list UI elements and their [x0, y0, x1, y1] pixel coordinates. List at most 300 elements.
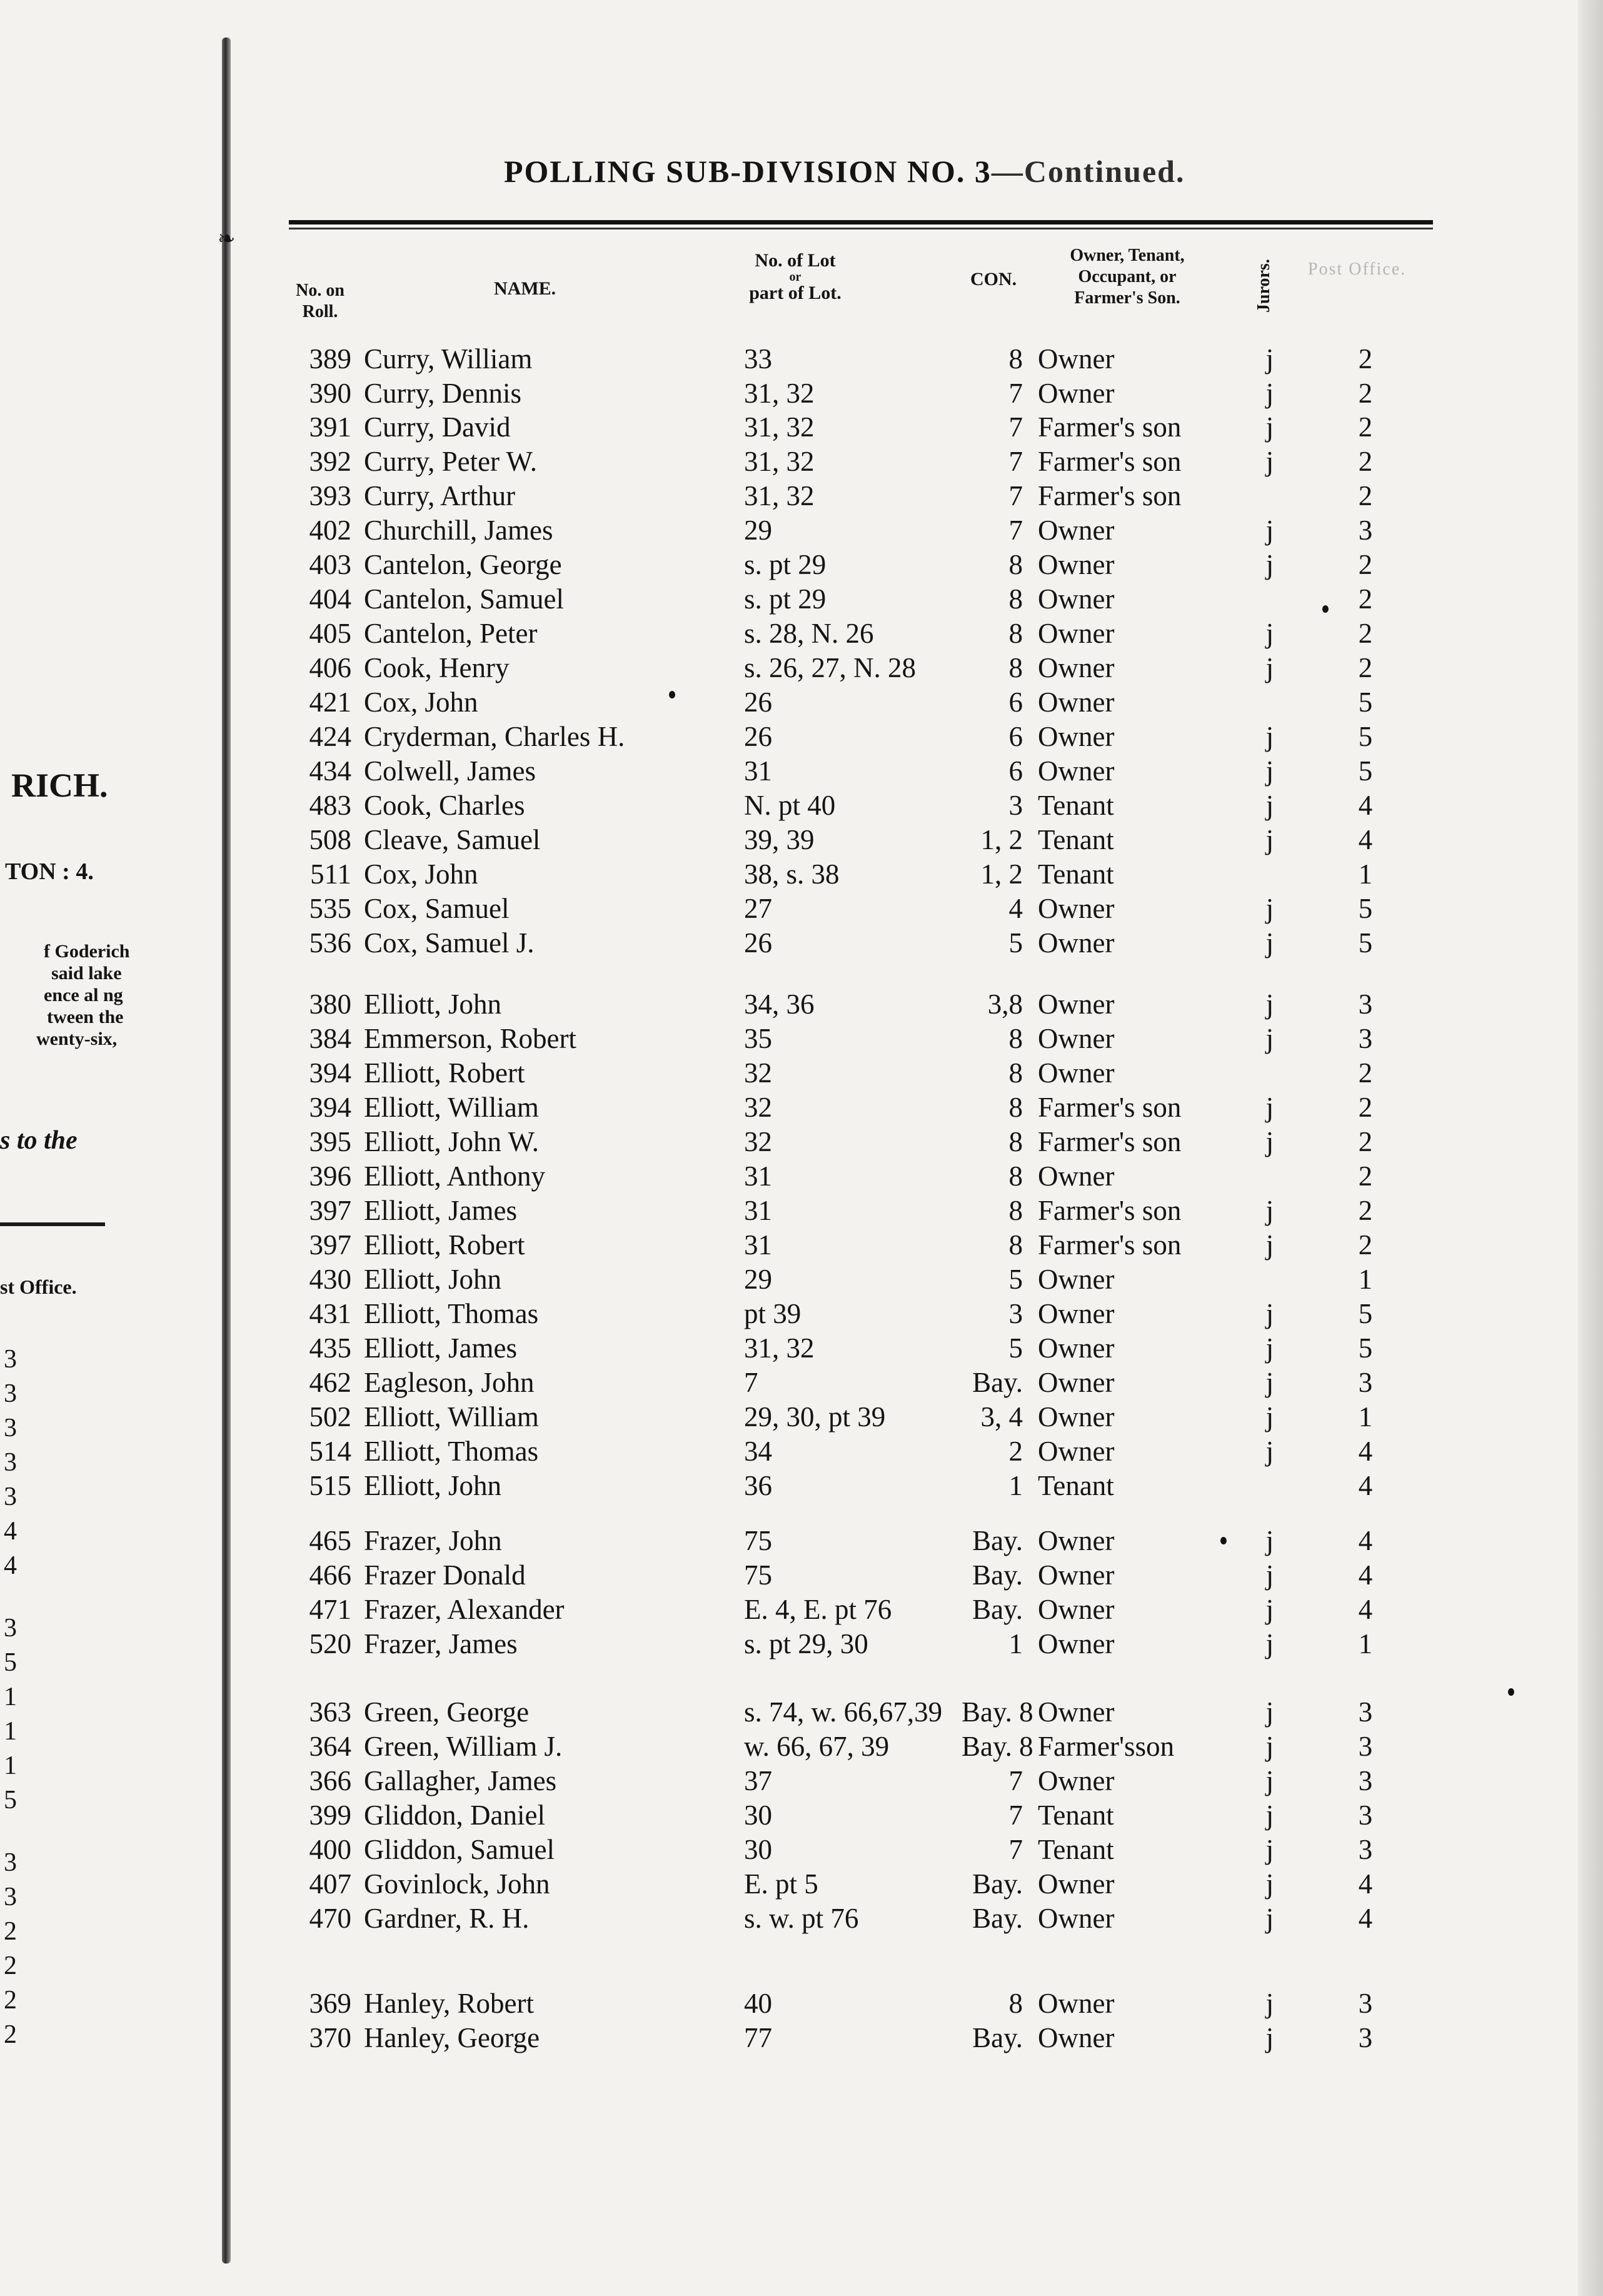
occupancy-status: Owner: [1038, 1696, 1115, 1728]
roll-number: 434: [309, 755, 351, 787]
occupancy-status: Owner: [1038, 1525, 1115, 1556]
lot-number: 33: [744, 343, 772, 375]
concession: 1: [1008, 1628, 1023, 1659]
post-office-number: 4: [1358, 1868, 1373, 1900]
lot-number: 31: [744, 1161, 772, 1192]
ink-speck: [1220, 1537, 1227, 1544]
occupancy-status: Farmer's son: [1038, 1126, 1182, 1157]
title-double-rule: [289, 220, 1433, 229]
occupancy-status: Tenant: [1038, 1470, 1114, 1501]
left-fragment-rich: RICH.: [11, 767, 108, 804]
left-fragment-italic: s to the: [0, 1126, 78, 1155]
lot-number: s. w. pt 76: [744, 1903, 859, 1934]
roll-number: 470: [309, 1903, 351, 1934]
juror-mark: j: [1265, 618, 1274, 649]
occupancy-status: Owner: [1038, 1594, 1115, 1625]
lot-number: 32: [744, 1057, 772, 1089]
left-office-number: 1: [4, 1717, 17, 1746]
left-office-number: 5: [4, 1648, 17, 1677]
voter-name: Elliott, John: [364, 1264, 502, 1295]
roll-number: 395: [309, 1126, 351, 1157]
lot-number: 7: [744, 1367, 758, 1398]
concession: 5: [1008, 1264, 1023, 1295]
post-office-number: 2: [1358, 549, 1373, 580]
lot-number: 31, 32: [744, 378, 815, 409]
juror-mark: j: [1265, 1628, 1274, 1659]
concession: 8: [1008, 1126, 1023, 1157]
voter-name: Green, William J.: [364, 1731, 563, 1762]
roll-number: 424: [309, 721, 351, 752]
lot-number: 32: [744, 1092, 772, 1123]
occupancy-status: Owner: [1038, 1298, 1115, 1329]
voter-name: Cantelon, Peter: [364, 618, 538, 649]
lot-number: 29: [744, 1264, 772, 1295]
juror-mark: j: [1265, 1436, 1274, 1467]
roll-number: 405: [309, 618, 351, 649]
concession: Bay.: [972, 1594, 1023, 1625]
roll-number: 466: [309, 1559, 351, 1591]
concession: 8: [1008, 1023, 1023, 1054]
page-title-main: POLLING SUB-DIVISION NO. 3: [504, 154, 992, 189]
juror-mark: j: [1265, 1731, 1274, 1762]
lot-number: 27: [744, 893, 772, 924]
lot-number: w. 66, 67, 39: [744, 1731, 890, 1762]
concession: 8: [1008, 1229, 1023, 1261]
roll-number: 400: [309, 1834, 351, 1865]
roll-number: 391: [309, 411, 351, 443]
occupancy-status: Owner: [1038, 1367, 1115, 1398]
concession: 8: [1008, 652, 1023, 683]
concession: 3, 4: [980, 1401, 1023, 1432]
post-office-number: 4: [1358, 824, 1373, 855]
juror-mark: j: [1265, 1401, 1274, 1432]
post-office-number: 1: [1358, 858, 1373, 890]
voter-name: Cantelon, George: [364, 549, 562, 580]
occupancy-status: Owner: [1038, 2022, 1115, 2053]
lot-number: pt 39: [744, 1298, 802, 1329]
roll-number: 508: [309, 824, 351, 855]
voter-name: Gliddon, Samuel: [364, 1834, 555, 1865]
concession: Bay. 8: [962, 1731, 1033, 1762]
voter-name: Cox, Samuel J.: [364, 927, 535, 959]
lot-number: s. pt 29, 30: [744, 1628, 868, 1659]
voter-name: Cryderman, Charles H.: [364, 721, 625, 752]
post-office-number: 3: [1358, 1367, 1373, 1398]
voter-name: Elliott, William: [364, 1401, 539, 1432]
juror-mark: j: [1265, 721, 1274, 752]
left-office-number: 5: [4, 1786, 17, 1815]
post-office-number: 1: [1358, 1628, 1373, 1659]
concession: Bay.: [972, 1903, 1023, 1934]
ink-speck: [1508, 1688, 1514, 1696]
lot-number: 77: [744, 2022, 772, 2053]
occupancy-status: Owner: [1038, 687, 1115, 718]
post-office-number: 2: [1358, 583, 1373, 615]
post-office-number: 2: [1358, 1092, 1373, 1123]
concession: 8: [1008, 1092, 1023, 1123]
juror-mark: j: [1265, 1525, 1274, 1556]
concession: Bay. 8: [962, 1696, 1033, 1728]
left-office-number: 3: [4, 1414, 17, 1443]
concession: 7: [1008, 1765, 1023, 1796]
juror-mark: j: [1265, 515, 1274, 546]
roll-number: 435: [309, 1332, 351, 1364]
juror-mark: j: [1265, 1988, 1274, 2019]
header-lot-line3: part of Lot.: [749, 283, 842, 303]
post-office-number: 2: [1358, 1161, 1373, 1192]
juror-mark: j: [1265, 1023, 1274, 1054]
juror-mark: j: [1265, 927, 1274, 959]
lot-number: E. 4, E. pt 76: [744, 1594, 892, 1625]
voter-name: Elliott, James: [364, 1332, 517, 1364]
post-office-number: 5: [1358, 893, 1373, 924]
occupancy-status: Farmer's son: [1038, 446, 1182, 477]
left-office-number: 1: [4, 1751, 17, 1780]
post-office-number: 3: [1358, 1023, 1373, 1054]
roll-number: 536: [309, 927, 351, 959]
concession: 4: [1008, 893, 1023, 924]
juror-mark: j: [1265, 1696, 1274, 1728]
left-fragment-ton: TON : 4.: [5, 858, 94, 885]
roll-number: 404: [309, 583, 351, 615]
left-fragment-line: wenty-six,: [36, 1029, 118, 1049]
voter-name: Elliott, Robert: [364, 1057, 525, 1089]
occupancy-status: Owner: [1038, 989, 1115, 1020]
concession: 6: [1008, 721, 1023, 752]
lot-number: 31: [744, 1195, 772, 1226]
page-edge-shadow: [1578, 0, 1603, 2296]
concession: 7: [1008, 378, 1023, 409]
concession: 1: [1008, 1470, 1023, 1501]
juror-mark: j: [1265, 446, 1274, 477]
occupancy-status: Farmer's son: [1038, 1092, 1182, 1123]
occupancy-status: Owner: [1038, 583, 1115, 615]
lot-number: 40: [744, 1988, 772, 2019]
occupancy-status: Owner: [1038, 652, 1115, 683]
occupancy-status: Owner: [1038, 515, 1115, 546]
juror-mark: j: [1265, 1868, 1274, 1900]
post-office-number: 2: [1358, 1057, 1373, 1089]
occupancy-status: Owner: [1038, 1057, 1115, 1089]
concession: 7: [1008, 411, 1023, 443]
concession: 5: [1008, 1332, 1023, 1364]
lot-number: 26: [744, 721, 772, 752]
voter-name: Curry, William: [364, 343, 533, 375]
occupancy-status: Owner: [1038, 618, 1115, 649]
lot-number: 75: [744, 1559, 772, 1591]
roll-number: 369: [309, 1988, 351, 2019]
occupancy-status: Farmer's son: [1038, 1195, 1182, 1226]
voter-name: Elliott, William: [364, 1092, 539, 1123]
occupancy-status: Owner: [1038, 1868, 1115, 1900]
roll-number: 431: [309, 1298, 351, 1329]
lot-number: 30: [744, 1800, 772, 1831]
voter-name: Frazer, John: [364, 1525, 502, 1556]
left-page-fragment: [0, 0, 219, 2296]
lot-number: 31, 32: [744, 480, 815, 511]
roll-number: 483: [309, 790, 351, 821]
post-office-number: 4: [1358, 790, 1373, 821]
voter-name: Cook, Charles: [364, 790, 525, 821]
voter-name: Elliott, John: [364, 1470, 502, 1501]
lot-number: s. 28, N. 26: [744, 618, 874, 649]
voter-name: Elliott, James: [364, 1195, 517, 1226]
voter-name: Cleave, Samuel: [364, 824, 541, 855]
juror-mark: j: [1265, 1298, 1274, 1329]
left-office-number: 2: [4, 1951, 17, 1980]
occupancy-status: Owner: [1038, 1023, 1115, 1054]
juror-mark: j: [1265, 1332, 1274, 1364]
roll-number: 363: [309, 1696, 351, 1728]
concession: 1, 2: [980, 858, 1023, 890]
occupancy-status: Owner: [1038, 1401, 1115, 1432]
post-office-number: 4: [1358, 1903, 1373, 1934]
roll-number: 397: [309, 1195, 351, 1226]
occupancy-status: Owner: [1038, 1436, 1115, 1467]
concession: Bay.: [972, 1559, 1023, 1591]
juror-mark: j: [1265, 790, 1274, 821]
concession: 8: [1008, 1195, 1023, 1226]
juror-mark: j: [1265, 1559, 1274, 1591]
left-office-number: 3: [4, 1614, 17, 1643]
roll-number: 393: [309, 480, 351, 511]
roll-number: 366: [309, 1765, 351, 1796]
post-office-number: 5: [1358, 687, 1373, 718]
lot-number: 31: [744, 1229, 772, 1261]
left-office-number: 3: [4, 1483, 17, 1511]
lot-number: E. pt 5: [744, 1868, 818, 1900]
juror-mark: j: [1265, 652, 1274, 683]
voter-name: Cook, Henry: [364, 652, 510, 683]
roll-number: 514: [309, 1436, 351, 1467]
occupancy-status: Owner: [1038, 1903, 1115, 1934]
occupancy-status: Owner: [1038, 1628, 1115, 1659]
ink-speck: [669, 691, 675, 698]
page-title: [504, 153, 1185, 189]
concession: 7: [1008, 515, 1023, 546]
roll-number: 403: [309, 549, 351, 580]
juror-mark: j: [1265, 378, 1274, 409]
concession: 8: [1008, 1988, 1023, 2019]
occupancy-status: Owner: [1038, 927, 1115, 959]
occupancy-status: Owner: [1038, 893, 1115, 924]
page-title-suffix: —Continued.: [991, 154, 1185, 189]
roll-number: 407: [309, 1868, 351, 1900]
occupancy-status: Owner: [1038, 721, 1115, 752]
lot-number: 31, 32: [744, 1332, 815, 1364]
voter-name: Curry, Arthur: [364, 480, 516, 511]
occupancy-status: Owner: [1038, 1765, 1115, 1796]
lot-number: N. pt 40: [744, 790, 836, 821]
voter-name: Gardner, R. H.: [364, 1903, 530, 1934]
roll-number: 394: [309, 1092, 351, 1123]
occupancy-status: Owner: [1038, 343, 1115, 375]
occupancy-status: Tenant: [1038, 824, 1114, 855]
roll-number: 535: [309, 893, 351, 924]
left-fragment-line: ence al ng: [44, 985, 123, 1005]
header-occ-line2: Occupant, or: [1078, 267, 1177, 286]
voter-name: Elliott, John W.: [364, 1126, 540, 1157]
roll-number: 402: [309, 515, 351, 546]
header-post-office: Post Office.: [1308, 259, 1407, 279]
post-office-number: 2: [1358, 652, 1373, 683]
ornament-mark: ❧: [218, 228, 236, 251]
lot-number: 38, s. 38: [744, 858, 840, 890]
lot-number: s. 26, 27, N. 28: [744, 652, 917, 683]
concession: 3: [1008, 1298, 1023, 1329]
roll-number: 397: [309, 1229, 351, 1261]
post-office-number: 5: [1358, 927, 1373, 959]
left-office-number: 3: [4, 1345, 17, 1374]
left-office-number: 3: [4, 1848, 17, 1877]
occupancy-status: Owner: [1038, 1264, 1115, 1295]
concession: 7: [1008, 1800, 1023, 1831]
lot-number: 29, 30, pt 39: [744, 1401, 886, 1432]
post-office-number: 2: [1358, 618, 1373, 649]
roll-number: 370: [309, 2022, 351, 2053]
juror-mark: j: [1265, 1367, 1274, 1398]
roll-number: 511: [310, 858, 351, 890]
concession: Bay.: [972, 1525, 1023, 1556]
lot-number: 31: [744, 755, 772, 787]
voter-name: Cox, Samuel: [364, 893, 510, 924]
left-office-number: 2: [4, 1986, 17, 2015]
left-fragment-line: f Goderich: [44, 941, 130, 962]
occupancy-status: Owner: [1038, 549, 1115, 580]
post-office-number: 2: [1358, 480, 1373, 511]
voter-name: Frazer, James: [364, 1628, 518, 1659]
left-fragment-rule: [0, 1222, 105, 1226]
header-jurors: Jurors.: [1254, 259, 1274, 313]
concession: 5: [1008, 927, 1023, 959]
post-office-number: 4: [1358, 1559, 1373, 1591]
post-office-number: 5: [1358, 721, 1373, 752]
left-office-number: 2: [4, 1917, 17, 1946]
voter-name: Hanley, George: [364, 2022, 540, 2053]
post-office-number: 4: [1358, 1525, 1373, 1556]
header-con: CON.: [970, 269, 1017, 290]
roll-number: 462: [309, 1367, 351, 1398]
juror-mark: j: [1265, 1195, 1274, 1226]
juror-mark: j: [1265, 411, 1274, 443]
post-office-number: 5: [1358, 1332, 1373, 1364]
lot-number: 30: [744, 1834, 772, 1865]
concession: 6: [1008, 755, 1023, 787]
roll-number: 392: [309, 446, 351, 477]
post-office-number: 4: [1358, 1594, 1373, 1625]
lot-number: 29: [744, 515, 772, 546]
header-occ-line3: Farmer's Son.: [1074, 288, 1180, 308]
post-office-number: 4: [1358, 1436, 1373, 1467]
occupancy-status: Farmer's son: [1038, 1229, 1182, 1261]
roll-number: 396: [309, 1161, 351, 1192]
ink-speck: [1322, 605, 1329, 613]
juror-mark: j: [1265, 1834, 1274, 1865]
concession: 2: [1008, 1436, 1023, 1467]
roll-number: 471: [309, 1594, 351, 1625]
header-roll: No. on Roll.: [296, 281, 344, 321]
left-office-number: 3: [4, 1448, 17, 1477]
juror-mark: j: [1265, 1765, 1274, 1796]
roll-number: 421: [309, 687, 351, 718]
left-office-number: 3: [4, 1883, 17, 1911]
post-office-number: 2: [1358, 446, 1373, 477]
post-office-number: 2: [1358, 411, 1373, 443]
juror-mark: j: [1265, 1594, 1274, 1625]
roll-number: 384: [309, 1023, 351, 1054]
lot-number: s. pt 29: [744, 583, 827, 615]
post-office-number: 2: [1358, 378, 1373, 409]
juror-mark: j: [1265, 1800, 1274, 1831]
roll-number: 515: [309, 1470, 351, 1501]
post-office-number: 3: [1358, 1834, 1373, 1865]
concession: 7: [1008, 1834, 1023, 1865]
voter-name: Curry, Dennis: [364, 378, 522, 409]
lot-number: 34: [744, 1436, 772, 1467]
voter-name: Elliott, Anthony: [364, 1161, 546, 1192]
left-office-number: 2: [4, 2020, 17, 2049]
lot-number: 32: [744, 1126, 772, 1157]
header-occ-line1: Owner, Tenant,: [1070, 246, 1185, 265]
roll-number: 394: [309, 1057, 351, 1089]
roll-number: 399: [309, 1800, 351, 1831]
left-fragment-line: tween the: [47, 1007, 124, 1027]
post-office-number: 3: [1358, 1731, 1373, 1762]
post-office-number: 3: [1358, 1988, 1373, 2019]
voter-name: Gallagher, James: [364, 1765, 557, 1796]
voter-name: Cox, John: [364, 858, 478, 890]
concession: 8: [1008, 343, 1023, 375]
concession: 3: [1008, 790, 1023, 821]
left-office-number: 4: [4, 1551, 17, 1580]
concession: Bay.: [972, 2022, 1023, 2053]
juror-mark: j: [1265, 549, 1274, 580]
roll-number: 389: [309, 343, 351, 375]
roll-number: 520: [309, 1628, 351, 1659]
post-office-number: 3: [1358, 2022, 1373, 2053]
header-name: NAME.: [494, 278, 556, 299]
occupancy-status: Farmer's son: [1038, 411, 1182, 443]
roll-number: 380: [309, 989, 351, 1020]
header-lot-line2: or: [789, 270, 802, 284]
lot-number: 39, 39: [744, 824, 815, 855]
header-lot: [739, 250, 852, 304]
lot-number: 26: [744, 687, 772, 718]
voter-name: Green, George: [364, 1696, 530, 1728]
roll-number: 364: [309, 1731, 351, 1762]
header-occupancy: [1043, 245, 1212, 309]
post-office-number: 2: [1358, 1126, 1373, 1157]
lot-number: s. 74, w. 66,67,39: [744, 1696, 943, 1728]
post-office-number: 3: [1358, 1696, 1373, 1728]
post-office-number: 3: [1358, 989, 1373, 1020]
occupancy-status: Owner: [1038, 755, 1115, 787]
lot-number: 75: [744, 1525, 772, 1556]
concession: 7: [1008, 446, 1023, 477]
occupancy-status: Farmer'sson: [1038, 1731, 1175, 1762]
left-office-number: 4: [4, 1517, 17, 1546]
juror-mark: j: [1265, 2022, 1274, 2053]
voter-name: Cox, John: [364, 687, 478, 718]
post-office-number: 5: [1358, 755, 1373, 787]
juror-mark: j: [1265, 824, 1274, 855]
post-office-number: 3: [1358, 1765, 1373, 1796]
juror-mark: j: [1265, 1903, 1274, 1934]
concession: Bay.: [972, 1868, 1023, 1900]
occupancy-status: Tenant: [1038, 790, 1114, 821]
concession: 8: [1008, 583, 1023, 615]
juror-mark: j: [1265, 1126, 1274, 1157]
